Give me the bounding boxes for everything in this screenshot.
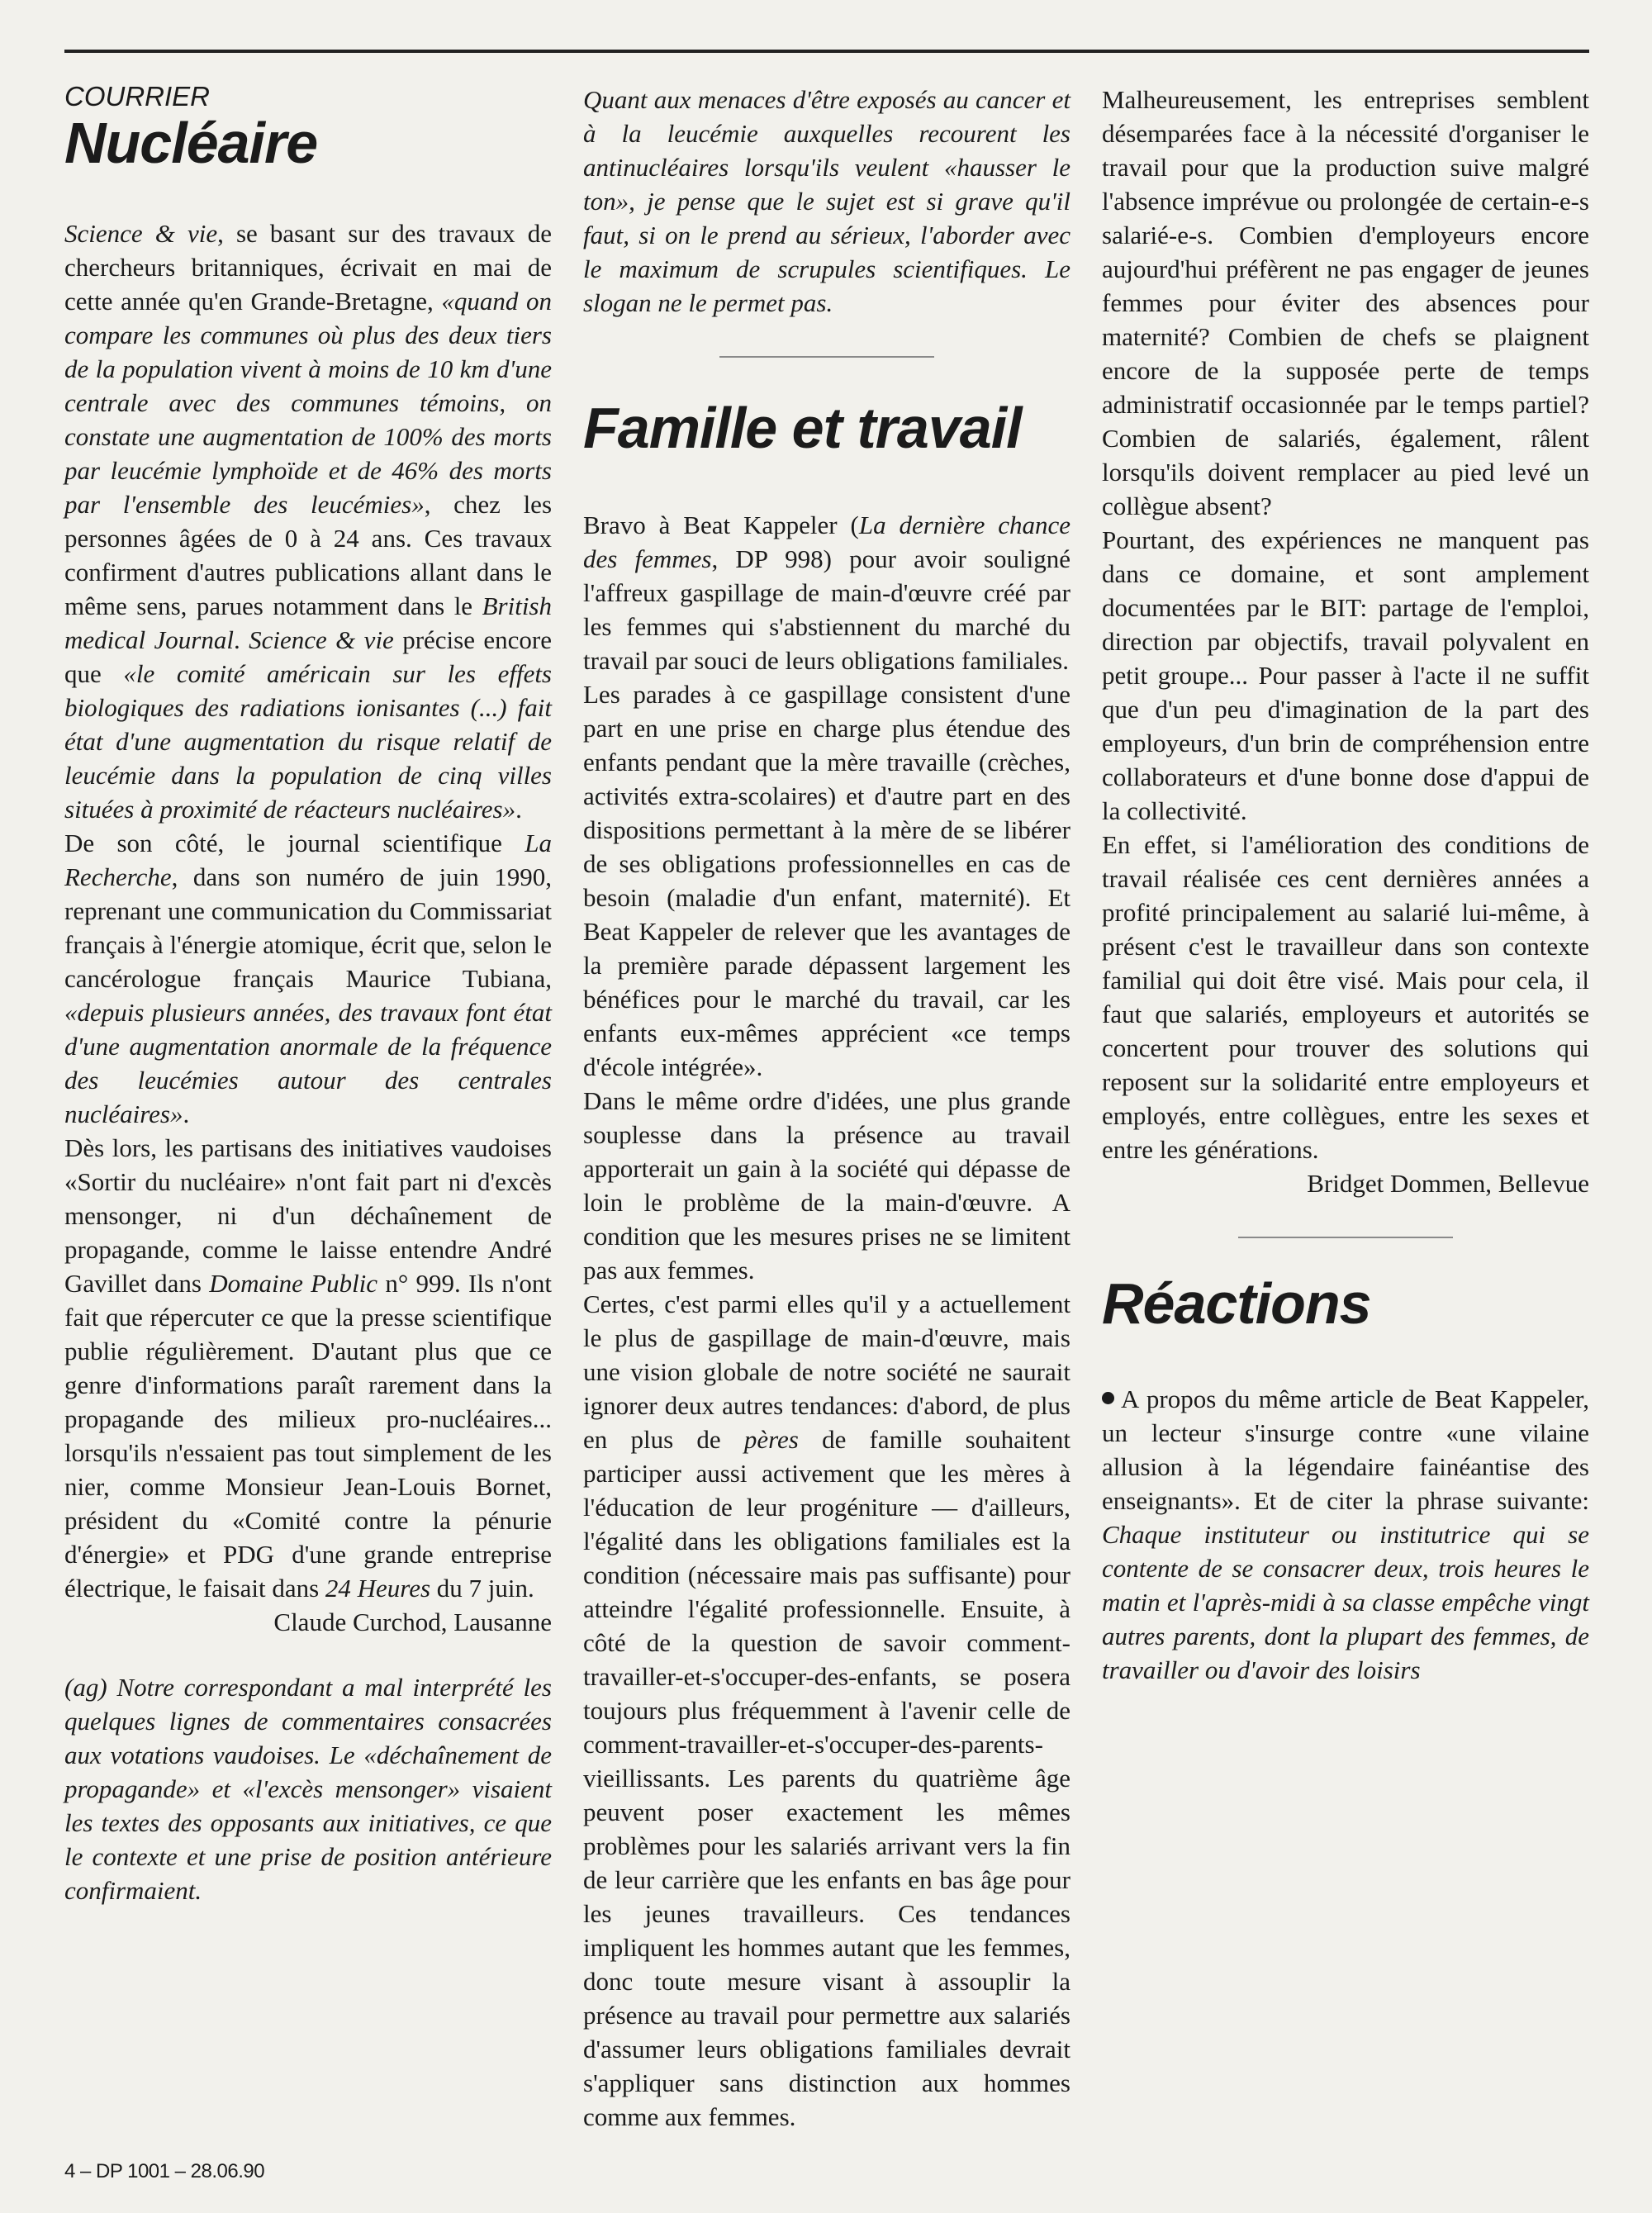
text-run: , chez les personnes âgées de 0 à 24 ans. Ces travaux confirment d'autres publications allant dans le même sens, parues notamment dans le [64, 490, 553, 620]
text-run: de famille souhaitent participer aussi activement que les mères à l'éducation de leur progéniture — d'ailleurs, l'égalité dans les obligations familiales est la condition (nécessaire mais pas suffisante) pour atteindre l'égalité professionnelle. Ensuite, à côté de la question de savoir comment-travailler-et-s'occuper-des-enfants, se posera toujours plus fréquemment à l'avenir celle de comment-travailler-et-s'occuper-des-parents-vieillissants. Les parents du quatrième âge peuvent poser exactement les mêmes problèmes pour les salariés arrivant vers la fin de leur carrière que les enfants en bas âge pour les jeunes travailleurs. Ces tendances impliquent les hommes autant que les femmes, donc toute mesure visant à assouplir la présence au travail pour permettre aux salariés d'assumer leurs obligations familiales devrait s'appliquer sans distinction aux hommes comme aux femmes. [583, 1425, 1070, 2131]
section-divider [719, 356, 934, 358]
text-run: Les parades à ce gaspillage consistent d'une part en une prise en charge plus étendue des enfants pendant que la mère travaille (crèches, activités extra-scolaires) et d'autre part en des dispositions permettant à la mère de se libérer de ses obligations professionnelles en cas de besoin (maladie d'un enfant, maternité). Et Beat Kappeler de relever que les avantages de la première parade dépassent largement les bénéfices pour le marché du travail, car les enfants eux-mêmes apprécient «ce temps d'école intégrée». [583, 680, 1070, 1081]
column-2 [583, 83, 1070, 2134]
text-run: . [233, 625, 249, 654]
famille-paragraph-2 [583, 677, 1070, 1084]
column-3 [1102, 83, 1589, 1687]
text-run: «quand on compare les communes où plus des deux tiers de la population vivent à moins de 10 km d'une centrale avec des communes témoins, on constate une augmentation de 100% des morts par leucémie lymphoïde et de 46% des morts par l'ensemble des leucémies» [64, 287, 552, 519]
text-run: Pourtant, des expériences ne manquent pas dans ce domaine, et sont amplement documentées par le BIT: partage de l'emploi, direction par objectifs, travail polyvalent en petit groupe... Pour passer à l'acte il ne suffit que d'un peu d'imagination de la part des employeurs, d'un brin de compréhension entre collaborateurs et d'une bonne dose d'appui de la collectivité. [1102, 525, 1589, 825]
text-run: précise encore que [64, 625, 552, 688]
famille-paragraph-5 [1102, 83, 1589, 523]
famille-signature: Bridget Dommen, Bellevue [1307, 1169, 1589, 1198]
text-run: Domaine Public [209, 1269, 378, 1298]
text-run: En effet, si l'amélioration des conditions de travail réalisée ces cent dernières années a profité principalement au salarié lui-même, à présent c'est le travailleur dans son contexte familial qui doit être visé. Mais pour cela, il faut que salariés, employeurs et autorités se concertent pour trouver des solutions qui reposent sur la solidarité entre employeurs et employés, entre collègues, entre les sexes et entre les générations. [1102, 830, 1589, 1164]
famille-title: Famille et travail [583, 396, 1022, 460]
reactions-title: Réactions [1102, 1271, 1371, 1336]
nucleaire-paragraph-1 [64, 216, 552, 826]
famille-paragraph-4 [583, 1287, 1070, 2134]
nucleaire-title: Nucléaire [64, 111, 318, 175]
text-run: n° 999. Ils n'ont fait que répercuter ce que la presse scientifique publie régulièrement. D'autant plus que ce genre d'informations paraît rarement dans la propagande des milieux pro-nucléaires... lorsqu'ils n'essaient pas tout simplement de les nier, comme Monsieur Jean-Louis Bornet, président du «Comité contre la pénurie d'énergie» et PDG d'une grande entreprise électrique, le faisait dans [64, 1269, 552, 1603]
editor-note-continuation: Quant aux menaces d'être exposés au cancer et à la leucémie auxquelles recourent les antinucléaires lorsqu'ils veulent «hausser le ton», je pense que le sujet est si grave qu'il faut, si on le prend au sérieux, l'aborder avec le maximum de scrupules scientifiques. Le slogan ne le permet pas. [583, 85, 1070, 317]
text-run: De son côté, le journal scientifique [64, 829, 525, 857]
text-run: , se basant sur des travaux de chercheurs britanniques, écrivait en mai de cette année qu'en Grande-Bretagne, [64, 219, 552, 316]
page-footer: 4 – DP 1001 – 28.06.90 [64, 2160, 265, 2182]
column-1 [64, 83, 552, 1907]
text-run: Science & vie [64, 219, 218, 248]
text-run: pères [743, 1425, 799, 1454]
text-run: , DP 998) pour avoir souligné l'affreux gaspillage de main-d'œuvre créé par les femmes qui s'abstiennent du marché du travail par souci de leurs obligations familiales. [583, 544, 1071, 675]
text-run: Dès lors, les partisans des initiatives vaudoises «Sortir du nucléaire» n'ont fait part ni d'excès mensonger, ni d'un déchaînement de propagande, comme le laisse entendre André Gavillet dans [64, 1133, 552, 1298]
famille-paragraph-6 [1102, 523, 1589, 828]
bullet-icon [1102, 1392, 1114, 1404]
famille-paragraph-7 [1102, 828, 1589, 1166]
text-run: La dernière chance des femmes [583, 511, 1070, 573]
text-run: Certes, c'est parmi elles qu'il y a actuellement le plus de gaspillage de main-d'œuvre, mais une vision globale de notre société ne saurait ignorer deux autres tendances: d'abord, de plus en plus de [583, 1289, 1070, 1454]
text-run: La Recherche [64, 829, 552, 891]
text-run: A propos du même article de Beat Kappeler, un lecteur s'insurge contre «une vilaine allusion à la légendaire fainéantise des enseignants». Et de citer la phrase suivante: [1102, 1384, 1589, 1515]
nucleaire-signature: Claude Curchod, Lausanne [273, 1608, 552, 1636]
text-run: Bravo à Beat Kappeler ( [583, 511, 859, 539]
nucleaire-paragraph-3 [64, 1131, 552, 1605]
text-run: Dans le même ordre d'idées, une plus grande souplesse dans la présence au travail apporterait un gain à la société qui dépasse de loin le problème de la main-d'œuvre. A condition que les mesures prises ne se limitent pas aux femmes. [583, 1086, 1070, 1285]
text-run: . [515, 795, 522, 824]
text-run: , dans son numéro de juin 1990, reprenant une communication du Commissariat français à l'énergie atomique, écrit que, selon le cancérologue français Maurice Tubiana, [64, 862, 552, 993]
section-rubric: COURRIER [64, 81, 211, 112]
text-run: 24 Heures [325, 1574, 431, 1603]
text-run: British medical Journal [64, 591, 552, 654]
text-run: «depuis plusieurs années, des travaux font état d'une augmentation anormale de la fréquence des leucémies autour des centrales nucléaires» [64, 998, 552, 1128]
editor-note: (ag) Notre correspondant a mal interprété les quelques lignes de commentaires consacrées aux votations vaudoises. Le «déchaînement de propagande» et «l'excès mensonger» visaient les textes des opposants aux initiatives, ce que le contexte et une prise de position antérieure confirmaient. [64, 1673, 552, 1905]
famille-paragraph-1 [583, 508, 1070, 677]
text-run: Malheureusement, les entreprises semblent désemparées face à la nécessité d'organiser le travail pour que la production suive malgré l'absence imprévue ou prolongée de certain-e-s salarié-e-s. Combien d'employeurs encore aujourd'hui préfèrent ne pas engager de jeunes femmes pour éviter des absences pour maternité? Combien de chefs se plaignent encore de la supposée perte de temps administratif occasionnée par le temps partiel? Combien de salariés, également, râlent lorsqu'ils doivent remplacer au pied levé un collègue absent? [1102, 85, 1589, 520]
famille-paragraph-3 [583, 1084, 1070, 1287]
text-run: Science & vie [249, 625, 394, 654]
text-run: . [183, 1099, 190, 1128]
top-rule [64, 50, 1589, 53]
nucleaire-paragraph-2 [64, 826, 552, 1131]
text-run: du 7 juin. [430, 1574, 534, 1603]
section-divider [1238, 1237, 1453, 1238]
reactions-paragraph-1 [1102, 1382, 1589, 1687]
text-run: Chaque instituteur ou institutrice qui se contente de se consacrer deux, trois heures le matin et l'après-midi à sa classe empêche vingt autres parents, dont la plupart des femmes, de travailler ou d'avoir des loisirs [1102, 1520, 1589, 1684]
text-run: «le comité américain sur les effets biologiques des radiations ionisantes (...) fait état d'une augmentation du risque relatif de leucémie dans la population de cinq villes situées à proximité de réacteurs nucléaires» [64, 659, 552, 824]
